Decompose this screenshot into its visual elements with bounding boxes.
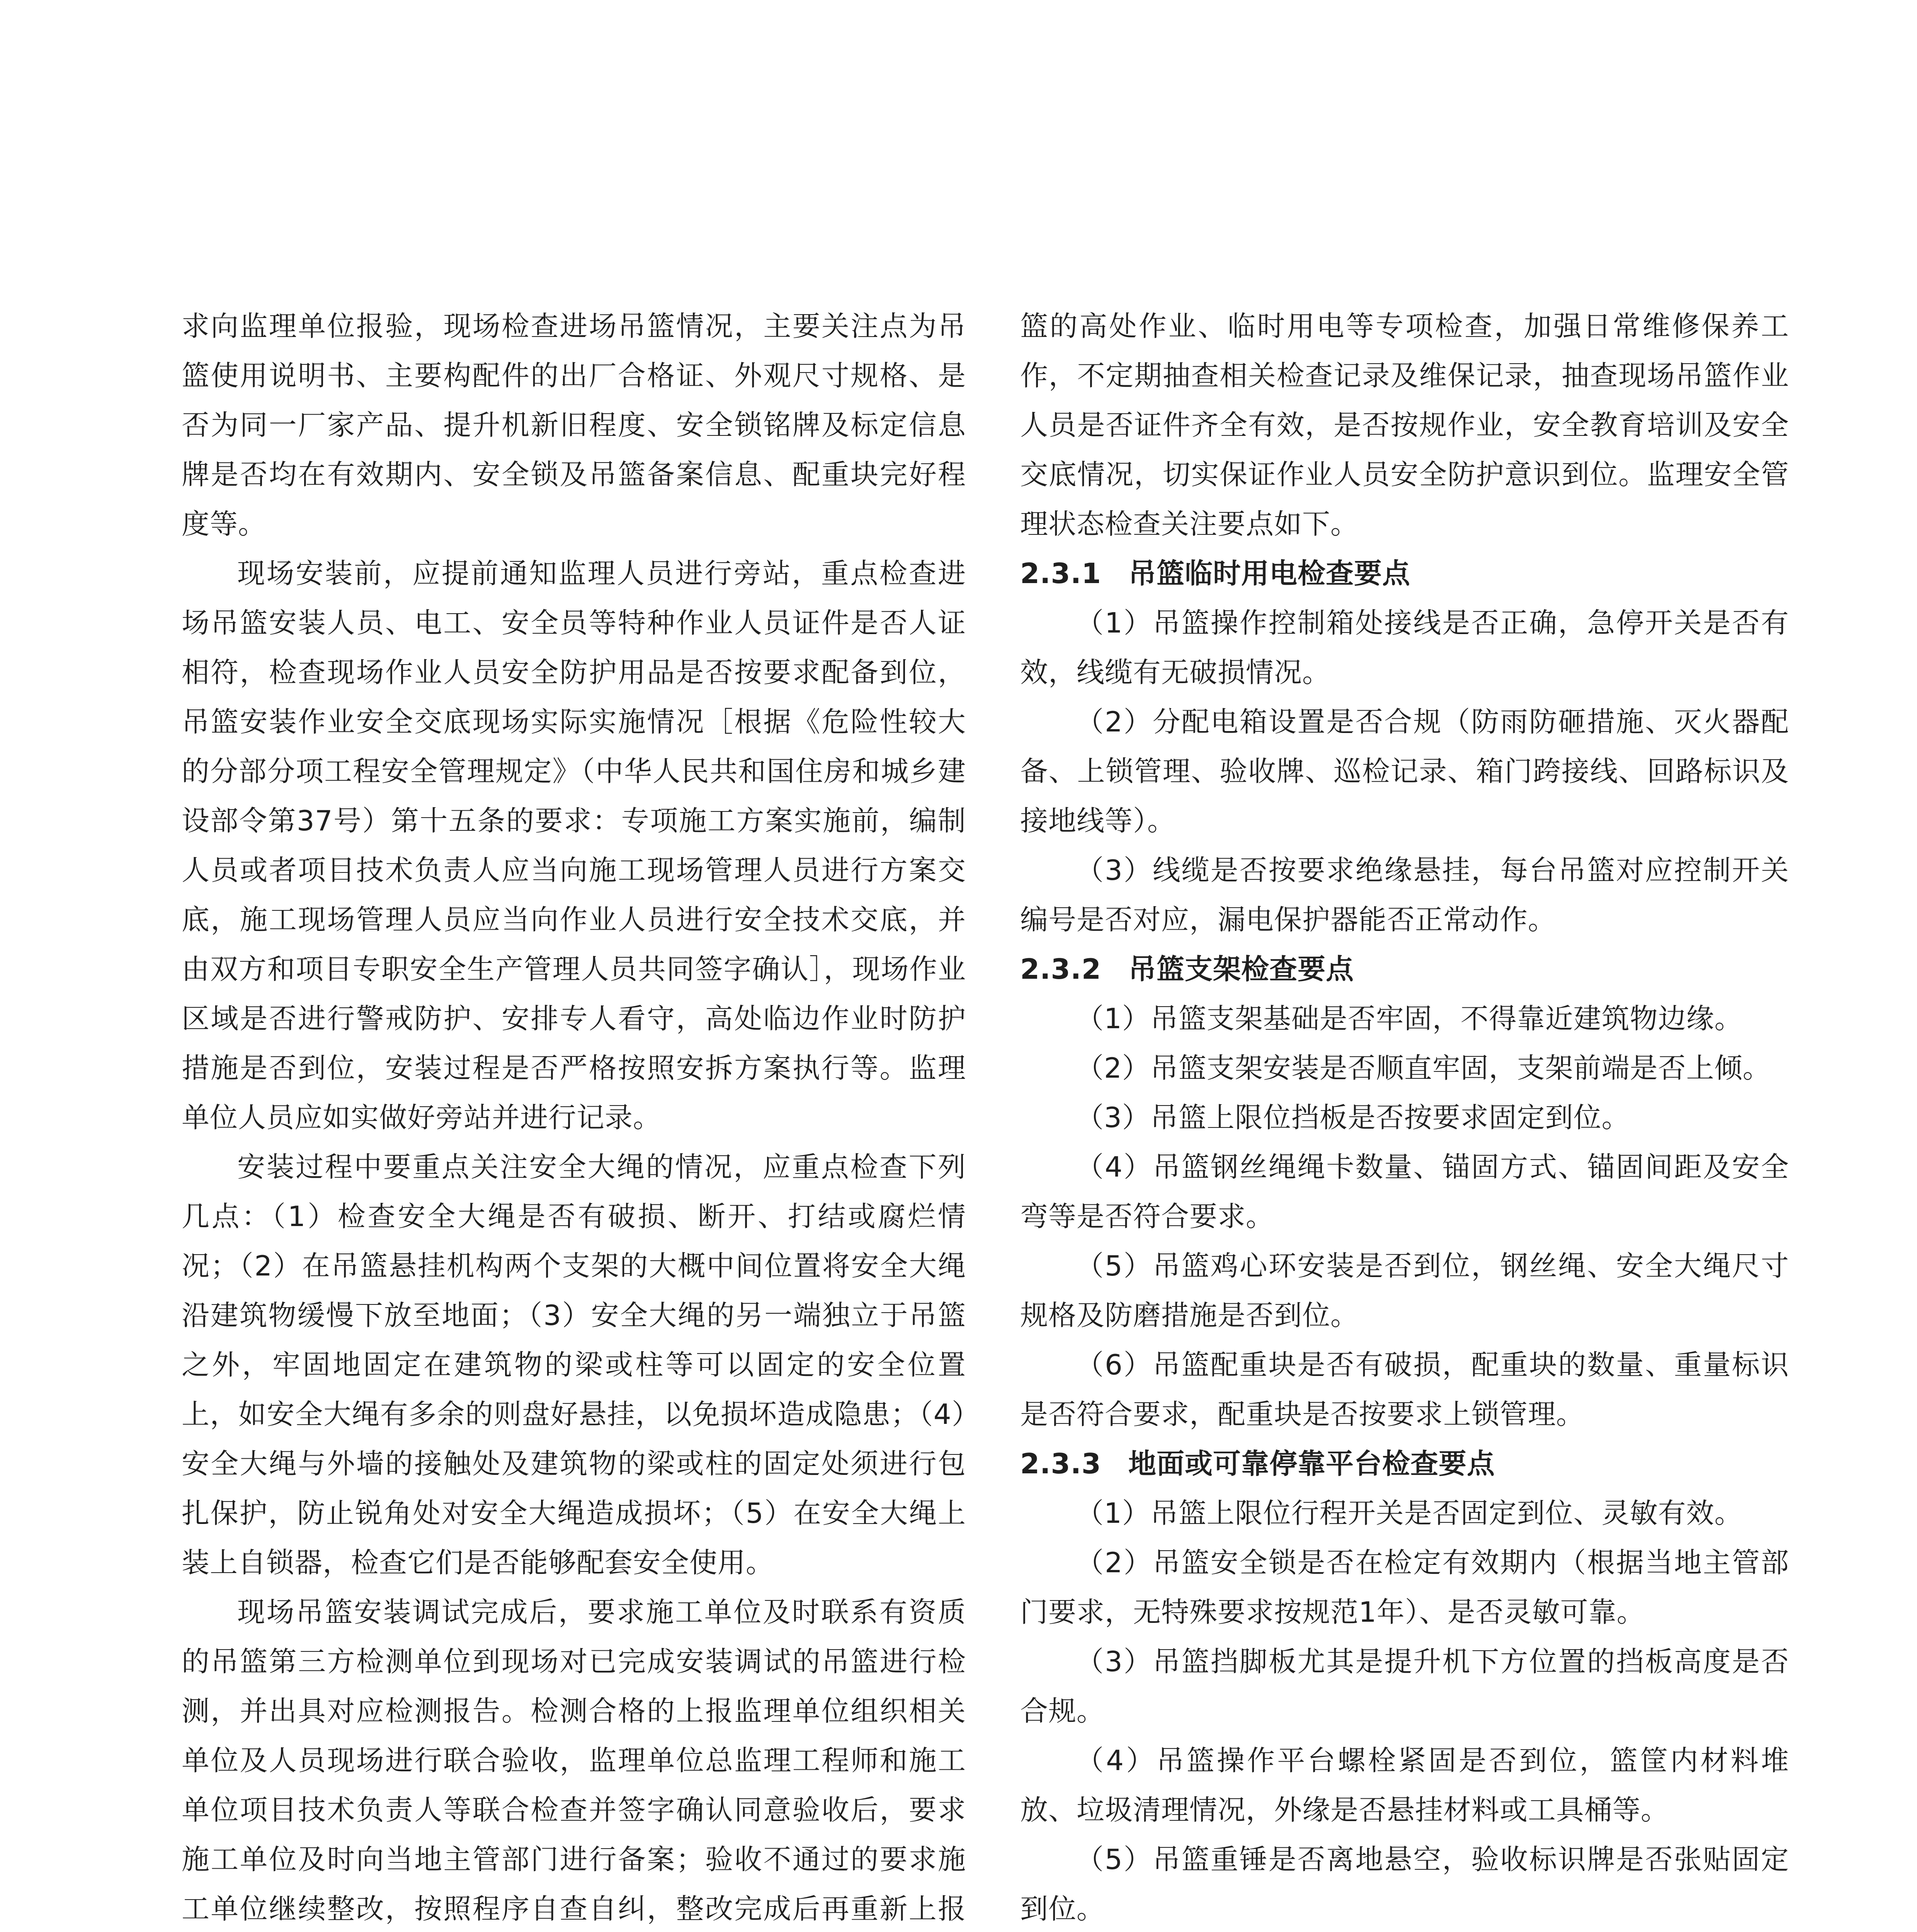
subsection-heading-2-3-1 — [1020, 549, 1789, 598]
paragraph: 篮的高处作业、临时用电等专项检查，加强日常维修保养工作，不定期抽查相关检查记录及维保记录，抽查现场吊篮作业人员是否证件齐全有效，是否按规作业，安全教育培训及安全交底情况，切实保证作业人员安全防护意识到位。监理安全管理状态检查关注要点如下。 — [1020, 310, 1789, 540]
paragraph: 现场吊篮安装调试完成后，要求施工单位及时联系有资质的吊篮第三方检测单位到现场对已完成安装调试的吊篮进行检测，并出具对应检测报告。检测合格的上报监理单位组织相关单位及人员现场进行联合验收，监理单位总监理工程师和施工单位项目技术负责人等联合检查并签字确认同意验收后，要求施工单位及时向当地主管部门进行备案；验收不通过的要求施工单位继续整改，按照程序自查自纠，整改完成后再重新上报 — [182, 1596, 966, 1925]
list-item: （2）吊篮支架安装是否顺直牢固，支架前端是否上倾。 — [1076, 1052, 1771, 1084]
paragraph: 求向监理单位报验，现场检查进场吊篮情况，主要关注点为吊篮使用说明书、主要构配件的出厂合格证、外观尺寸规格、是否为同一厂家产品、提升机新旧程度、安全锁铭牌及标定信息牌是否均在有效期内、安全锁及吊篮备案信息、配重块完好程度等。 — [182, 310, 966, 540]
list-item: （6）吊篮配重块是否有破损，配重块的数量、重量标识是否符合要求，配重块是否按要求上锁管理。 — [1020, 1349, 1789, 1430]
subsection-number: 2.3.1 — [1020, 557, 1101, 590]
subsection-number: 2.3.3 — [1020, 1447, 1101, 1480]
subsection-title: 吊篮支架检查要点 — [1128, 953, 1354, 985]
left-column — [182, 301, 966, 1932]
list-item: （3）吊篮上限位挡板是否按要求固定到位。 — [1076, 1101, 1630, 1134]
list-item: （4）吊篮操作平台螺栓紧固是否到位，篮筐内材料堆放、垃圾清理情况，外缘是否悬挂材料或工具桶等。 — [1020, 1744, 1789, 1826]
list-item: （1）吊篮支架基础是否牢固，不得靠近建筑物边缘。 — [1076, 1002, 1743, 1035]
right-column — [1020, 301, 1789, 1932]
paragraph: 现场安装前，应提前通知监理人员进行旁站，重点检查进场吊篮安装人员、电工、安全员等特种作业人员证件是否人证相符，检查现场作业人员安全防护用品是否按要求配备到位，吊篮安装作业安全交底现场实际实施情况［根据《危险性较大的分部分项工程安全管理规定》（中华人民共和国住房和城乡建设部令第37号）第十五条的要求：专项施工方案实施前，编制人员或者项目技术负责人应当向施工现场管理人员进行方案交底，施工现场管理人员应当向作业人员进行安全技术交底，并由双方和项目专职安全生产管理人员共同签字确认］，现场作业区域是否进行警戒防护、安排专人看守，高处临边作业时防护措施是否到位，安装过程是否严格按照安拆方案执行等。监理单位人员应如实做好旁站并进行记录。 — [182, 557, 966, 1134]
list-item: （1）吊篮上限位行程开关是否固定到位、灵敏有效。 — [1076, 1497, 1743, 1529]
list-item: （5）吊篮重锤是否离地悬空，验收标识牌是否张贴固定到位。 — [1020, 1843, 1789, 1925]
list-item: （5）吊篮鸡心环安装是否到位，钢丝绳、安全大绳尺寸规格及防磨措施是否到位。 — [1020, 1250, 1789, 1332]
paragraph: 安装过程中要重点关注安全大绳的情况，应重点检查下列几点：（1）检查安全大绳是否有破损、断开、打结或腐烂情况；（2）在吊篮悬挂机构两个支架的大概中间位置将安全大绳沿建筑物缓慢下放至地面；（3）安全大绳的另一端独立于吊篮之外，牢固地固定在建筑物的梁或柱等可以固定的安全位置上，如安全大绳有多余的则盘好悬挂，以免损坏造成隐患；（4）安全大绳与外墙的接触处及建筑物的梁或柱的固定处须进行包扎保护，防止锐角处对安全大绳造成损坏；（5）在安全大绳上装上自锁器，检查它们是否能够配套安全使用。 — [182, 1151, 966, 1579]
list-item: （2）吊篮安全锁是否在检定有效期内（根据当地主管部门要求，无特殊要求按规范1年）、是否灵敏可靠。 — [1020, 1546, 1789, 1628]
list-item: （2）分配电箱设置是否合规（防雨防砸措施、灭火器配备、上锁管理、验收牌、巡检记录、箱门跨接线、回路标识及接地线等）。 — [1020, 706, 1789, 837]
subsection-number: 2.3.2 — [1020, 953, 1101, 985]
list-item: （3）线缆是否按要求绝缘悬挂，每台吊篮对应控制开关编号是否对应，漏电保护器能否正常动作。 — [1020, 854, 1789, 936]
subsection-title: 吊篮临时用电检查要点 — [1128, 557, 1411, 590]
subsection-title: 地面或可靠停靠平台检查要点 — [1128, 1447, 1495, 1480]
list-item: （4）吊篮钢丝绳绳卡数量、锚固方式、锚固间距及安全弯等是否符合要求。 — [1020, 1151, 1789, 1233]
subsection-heading-2-3-2 — [1020, 944, 1789, 994]
subsection-heading-2-3-3 — [1020, 1439, 1789, 1488]
list-item: （3）吊篮挡脚板尤其是提升机下方位置的挡板高度是否合规。 — [1020, 1645, 1789, 1727]
list-item: （1）吊篮操作控制箱处接线是否正确，急停开关是否有效，线缆有无破损情况。 — [1020, 607, 1789, 689]
